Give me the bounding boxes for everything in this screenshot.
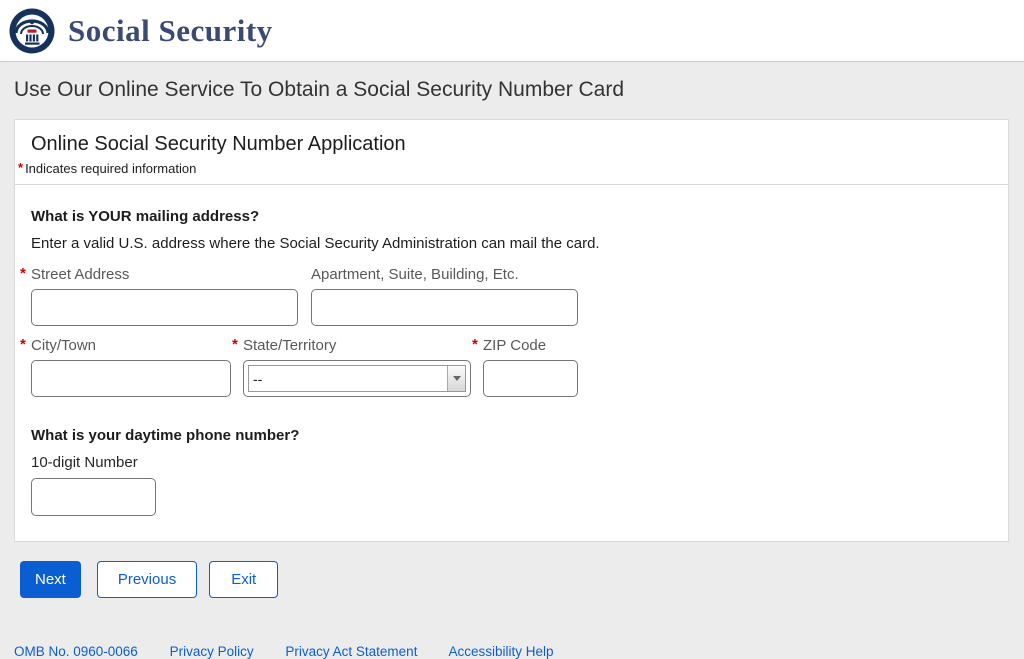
page-title: Use Our Online Service To Obtain a Social Security Number Card bbox=[14, 78, 625, 101]
privacy-act-statement-link[interactable]: Privacy Act Statement bbox=[285, 644, 418, 659]
mailing-address-instruction: Enter a valid U.S. address where the Social Security Administration can mail the card. bbox=[31, 235, 600, 252]
privacy-policy-link[interactable]: Privacy Policy bbox=[169, 644, 254, 659]
app-header bbox=[0, 0, 1024, 62]
card-heading: Online Social Security Number Application bbox=[31, 133, 406, 155]
city-input[interactable] bbox=[31, 360, 231, 397]
street-address-label: * Street Address bbox=[20, 265, 130, 283]
zip-input[interactable] bbox=[483, 360, 578, 397]
phone-section bbox=[31, 427, 992, 516]
address-row-1 bbox=[20, 265, 992, 326]
state-selected-value: -- bbox=[253, 370, 263, 387]
required-note-text: Indicates required information bbox=[25, 161, 197, 176]
apartment-label: Apartment, Suite, Building, Etc. bbox=[311, 266, 519, 283]
city-label: * City/Town bbox=[20, 336, 97, 354]
card-body bbox=[15, 185, 1008, 541]
required-asterisk: * bbox=[232, 336, 238, 353]
exit-button[interactable]: Exit bbox=[209, 561, 278, 598]
application-card bbox=[14, 119, 1009, 542]
required-asterisk: * bbox=[18, 160, 24, 175]
mailing-address-question: What is YOUR mailing address? bbox=[31, 208, 260, 225]
card-header bbox=[15, 120, 1008, 185]
state-select[interactable] bbox=[243, 360, 471, 397]
phone-label: 10-digit Number bbox=[31, 454, 138, 471]
next-button[interactable]: Next bbox=[20, 561, 81, 598]
apartment-input[interactable] bbox=[311, 289, 578, 326]
street-address-input[interactable] bbox=[31, 289, 298, 326]
footer bbox=[14, 644, 1024, 659]
address-row-2 bbox=[20, 336, 992, 397]
state-select-box bbox=[248, 365, 466, 392]
brand-title: Social Security bbox=[68, 12, 273, 48]
dropdown-arrow-icon bbox=[447, 366, 465, 391]
required-asterisk: * bbox=[472, 336, 478, 353]
ssa-seal-icon bbox=[9, 8, 55, 54]
city-field bbox=[20, 336, 231, 397]
phone-question: What is your daytime phone number? bbox=[31, 427, 300, 444]
required-note bbox=[18, 161, 992, 176]
zip-field bbox=[472, 336, 578, 397]
state-label: * State/Territory bbox=[232, 336, 337, 354]
accessibility-help-link[interactable]: Accessibility Help bbox=[448, 644, 554, 659]
omb-number-link[interactable]: OMB No. 0960-0066 bbox=[14, 644, 138, 659]
action-buttons bbox=[20, 561, 1024, 598]
previous-button[interactable]: Previous bbox=[97, 561, 197, 598]
phone-input[interactable] bbox=[31, 478, 156, 516]
zip-label: * ZIP Code bbox=[472, 336, 547, 354]
required-asterisk: * bbox=[20, 336, 26, 353]
state-field bbox=[232, 336, 471, 397]
apartment-field bbox=[311, 267, 578, 326]
street-address-field bbox=[20, 265, 298, 326]
required-asterisk: * bbox=[20, 265, 26, 282]
